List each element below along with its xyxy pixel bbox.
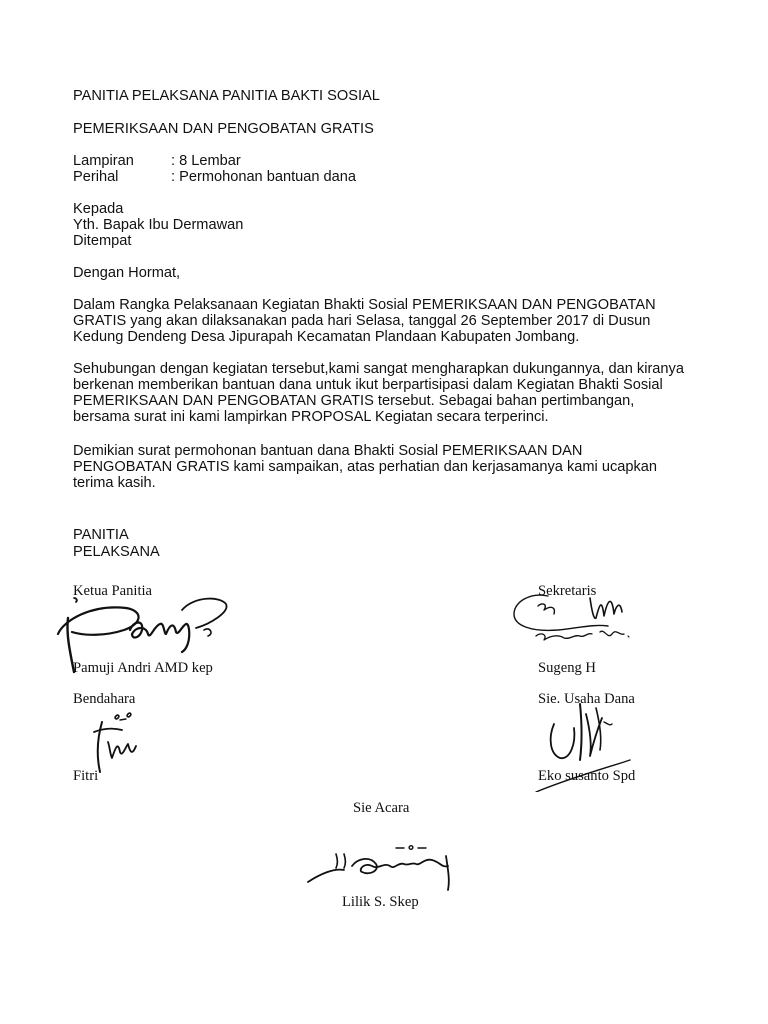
paragraph-line: PENGOBATAN GRATIS kami sampaikan, atas perhatian dan kerjasamanya kami ucapkan [73, 459, 657, 475]
usaha-dana-name: Eko susanto Spd [538, 768, 636, 784]
bendahara-signature [88, 702, 148, 778]
perihal-value: : Permohonan bantuan dana [171, 169, 357, 185]
closing-panitia: PANITIA [73, 527, 129, 543]
perihal-label: Perihal [73, 169, 119, 185]
paragraph-3 [73, 443, 713, 491]
paragraph-1 [73, 297, 713, 345]
paragraph-line: Dalam Rangka Pelaksanaan Kegiatan Bhakti Sosial PEMERIKSAAN DAN PENGOBATAN [73, 297, 656, 313]
lampiran-row [73, 153, 241, 169]
usaha-dana-role: Sie. Usaha Dana [538, 691, 635, 707]
bendahara-role: Bendahara [73, 691, 136, 707]
paragraph-line: terima kasih. [73, 475, 156, 491]
sekretaris-name: Sugeng H [538, 660, 596, 676]
bendahara-name: Fitri [73, 768, 99, 784]
paragraph-line: Kedung Dendeng Desa Jipurapah Kecamatan Plandaan Kabupaten Jombang. [73, 329, 580, 345]
perihal-row [73, 169, 356, 185]
acara-name: Lilik S. Skep [342, 894, 419, 910]
paragraph-line: Demikian surat permohonan bantuan dana Bhakti Sosial PEMERIKSAAN DAN [73, 443, 583, 459]
kepada: Kepada [73, 201, 124, 217]
paragraph-line: Sehubungan dengan kegiatan tersebut,kami sangat mengharapkan dukungannya, dan kiranya [73, 361, 684, 377]
lampiran-label: Lampiran [73, 153, 134, 169]
acara-signature [300, 840, 464, 898]
sekretaris-role: Sekretaris [538, 583, 597, 599]
paragraph-line: berkenan memberikan bantuan dana untuk ikut berpartisipasi dalam Kegiatan Bhakti Sosial [73, 377, 663, 393]
ketua-name: Pamuji Andri AMD kep [73, 660, 213, 676]
ditempat: Ditempat [73, 233, 132, 249]
lampiran-value: : 8 Lembar [171, 153, 241, 169]
letter-header-1: PANITIA PELAKSANA PANITIA BAKTI SOSIAL [73, 88, 380, 104]
letter-header-2: PEMERIKSAAN DAN PENGOBATAN GRATIS [73, 121, 374, 137]
paragraph-line: PEMERIKSAAN DAN PENGOBATAN GRATIS tersebut. Sebagai bahan pertimbangan, [73, 393, 635, 409]
salutation: Dengan Hormat, [73, 265, 181, 281]
acara-role: Sie Acara [353, 800, 410, 816]
paragraph-line: bersama surat ini kami lampirkan PROPOSAL Kegiatan secara terperinci. [73, 409, 549, 425]
closing-pelaksana: PELAKSANA [73, 544, 160, 560]
paragraph-line: GRATIS yang akan dilaksanakan pada hari Selasa, tanggal 26 September 2017 di Dusun [73, 313, 651, 329]
sekretaris-signature [508, 588, 638, 654]
addressee: Yth. Bapak Ibu Dermawan [73, 217, 244, 233]
ketua-role: Ketua Panitia [73, 583, 153, 599]
paragraph-2 [73, 361, 713, 425]
